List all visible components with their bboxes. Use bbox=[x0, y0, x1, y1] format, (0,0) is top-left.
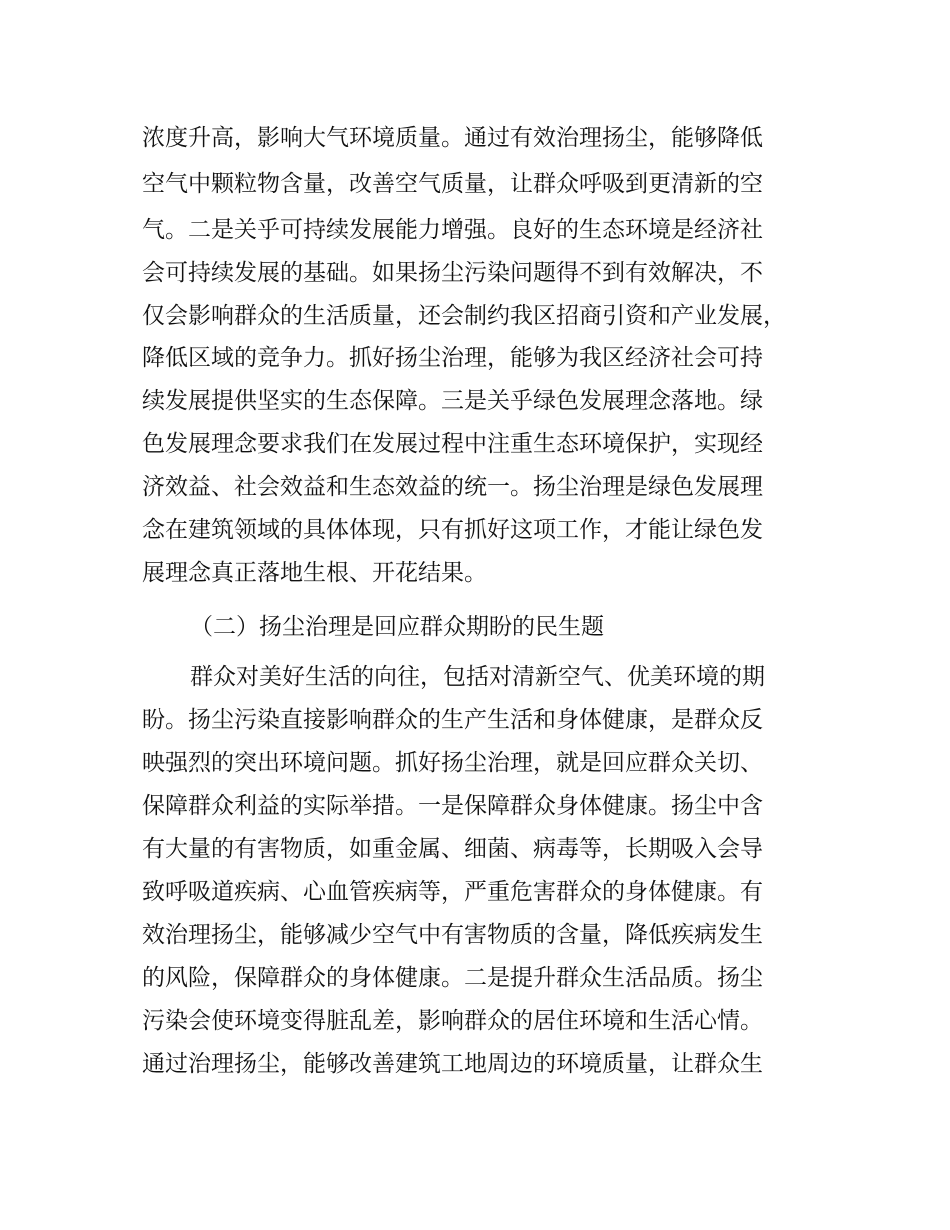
text-line: 污染会使环境变得脏乱差，影响群众的居住环境和生活心情。 bbox=[142, 1008, 763, 1034]
text-line: 续发展提供坚实的生态保障。三是关乎绿色发展理念落地。绿 bbox=[142, 388, 763, 414]
section-heading: （二）扬尘治理是回应群众期盼的民生题 bbox=[190, 614, 604, 640]
text-line: 色发展理念要求我们在发展过程中注重生态环境保护，实现经 bbox=[142, 431, 763, 457]
text-line: 效治理扬尘，能够减少空气中有害物质的含量，降低疾病发生 bbox=[142, 922, 763, 948]
text-line: 群众对美好生活的向往，包括对清新空气、优美环境的期 bbox=[190, 664, 765, 690]
text-line: 展理念真正落地生根、开花结果。 bbox=[142, 560, 487, 586]
text-line: 降低区域的竞争力。抓好扬尘治理，能够为我区经济社会可持 bbox=[142, 345, 763, 371]
text-line: 致呼吸道疾病、心血管疾病等，严重危害群众的身体健康。有 bbox=[142, 879, 763, 905]
text-line: 念在建筑领域的具体体现，只有抓好这项工作，才能让绿色发 bbox=[142, 517, 763, 543]
text-line: 气。二是关乎可持续发展能力增强。良好的生态环境是经济社 bbox=[142, 217, 763, 243]
text-line: 济效益、社会效益和生态效益的统一。扬尘治理是绿色发展理 bbox=[142, 474, 763, 500]
text-line: 的风险，保障群众的身体健康。二是提升群众生活品质。扬尘 bbox=[142, 965, 763, 991]
text-line: 会可持续发展的基础。如果扬尘污染问题得不到有效解决，不 bbox=[142, 260, 763, 286]
text-line: 仅会影响群众的生活质量，还会制约我区招商引资和产业发展， bbox=[142, 303, 786, 329]
text-line: 浓度升高，影响大气环境质量。通过有效治理扬尘，能够降低 bbox=[142, 125, 763, 151]
text-line: 有大量的有害物质，如重金属、细菌、病毒等，长期吸入会导 bbox=[142, 836, 763, 862]
text-line: 保障群众利益的实际举措。一是保障群众身体健康。扬尘中含 bbox=[142, 793, 763, 819]
text-line: 空气中颗粒物含量，改善空气质量，让群众呼吸到更清新的空 bbox=[142, 171, 763, 197]
text-line: 盼。扬尘污染直接影响群众的生产生活和身体健康，是群众反 bbox=[142, 707, 763, 733]
text-line: 通过治理扬尘，能够改善建筑工地周边的环境质量，让群众生 bbox=[142, 1051, 763, 1077]
text-line: 映强烈的突出环境问题。抓好扬尘治理，就是回应群众关切、 bbox=[142, 750, 763, 776]
